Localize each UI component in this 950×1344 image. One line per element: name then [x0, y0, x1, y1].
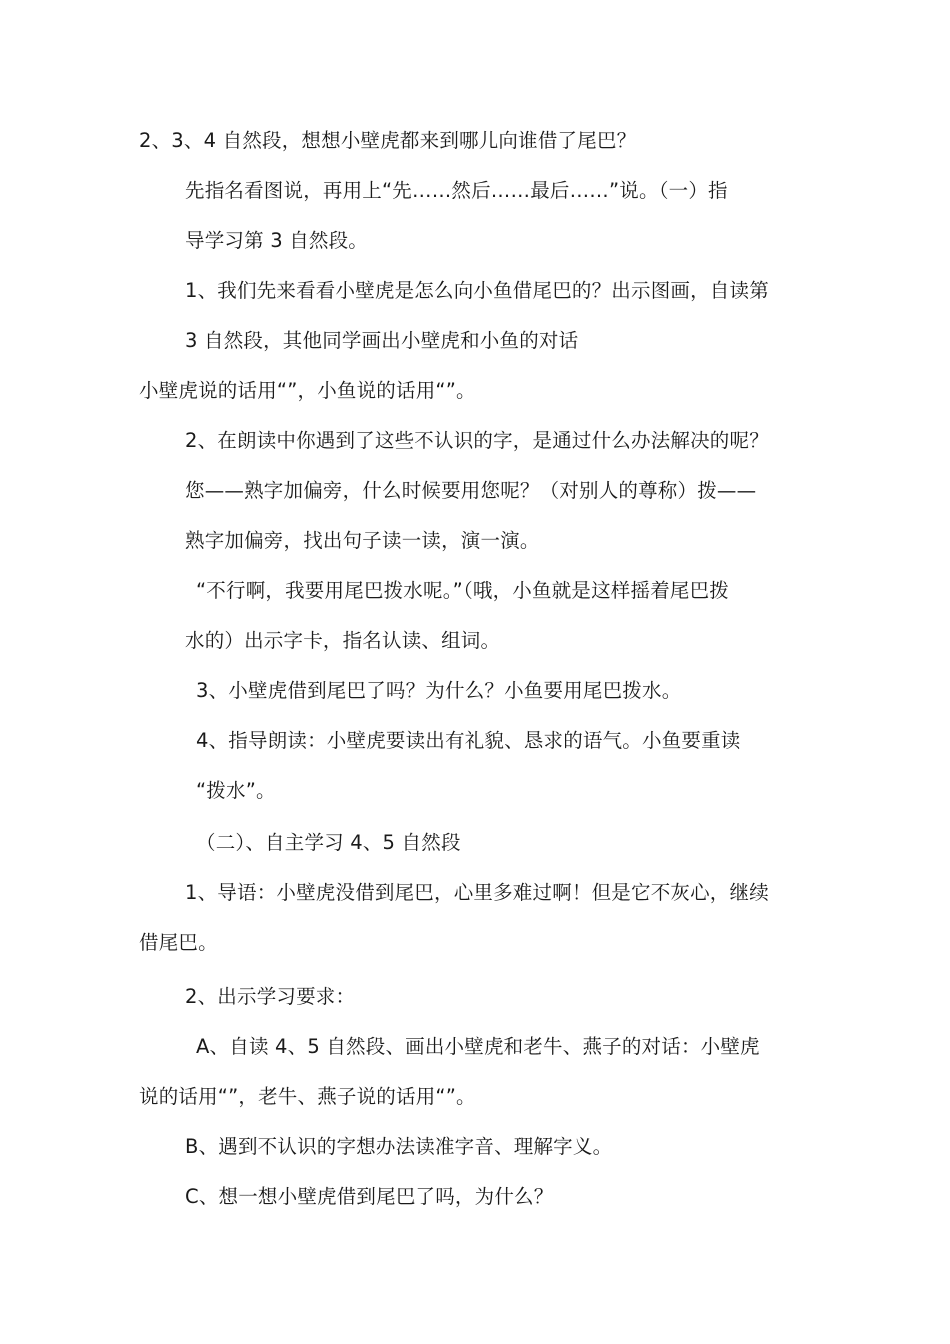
text-line: 借尾巴。: [139, 931, 218, 954]
text-line: 1、我们先来看看小壁虎是怎么向小鱼借尾巴的？出示图画，自读第: [185, 279, 769, 302]
text-line: 2、在朗读中你遇到了这些不认识的字，是通过什么办法解决的呢？: [185, 429, 769, 452]
text-line: 说的话用“”，老牛、燕子说的话用“”。: [139, 1085, 476, 1108]
text-line: “不行啊，我要用尾巴拨水呢。”（哦，小鱼就是这样摇着尾巴拨: [196, 579, 730, 602]
text-line: A、自读 4、5 自然段、画出小壁虎和老牛、燕子的对话：小壁虎: [196, 1035, 760, 1058]
text-line: 先指名看图说，再用上“先……然后……最后……”说。（一）指: [185, 179, 728, 202]
text-line: 熟字加偏旁，找出句子读一读，演一演。: [185, 529, 540, 552]
text-line: 3、小壁虎借到尾巴了吗？为什么？小鱼要用尾巴拨水。: [196, 679, 682, 702]
text-line: 水的）出示字卡，指名认读、组词。: [185, 629, 501, 652]
text-line: 4、指导朗读：小壁虎要读出有礼貌、恳求的语气。小鱼要重读: [196, 729, 741, 752]
text-line: 1、导语：小壁虎没借到尾巴，心里多难过啊！但是它不灰心，继续: [185, 881, 769, 904]
text-line: 2、出示学习要求：: [185, 985, 356, 1008]
text-line: C、想一想小壁虎借到尾巴了吗，为什么？: [185, 1185, 554, 1208]
text-line: “拨水”。: [196, 779, 276, 802]
text-line: B、遇到不认识的字想办法读准字音、理解字义。: [185, 1135, 613, 1158]
text-line: 3 自然段，其他同学画出小壁虎和小鱼的对话: [185, 329, 579, 352]
text-line: 您——熟字加偏旁，什么时候要用您呢？（对别人的尊称）拨——: [185, 479, 757, 502]
text-line: 小壁虎说的话用“”，小鱼说的话用“”。: [139, 379, 476, 402]
section-heading: （二）、自主学习 4、5 自然段: [196, 831, 461, 854]
text-line: 2、3、4 自然段，想想小壁虎都来到哪儿向谁借了尾巴？: [139, 129, 637, 152]
text-line: 导学习第 3 自然段。: [185, 229, 369, 252]
